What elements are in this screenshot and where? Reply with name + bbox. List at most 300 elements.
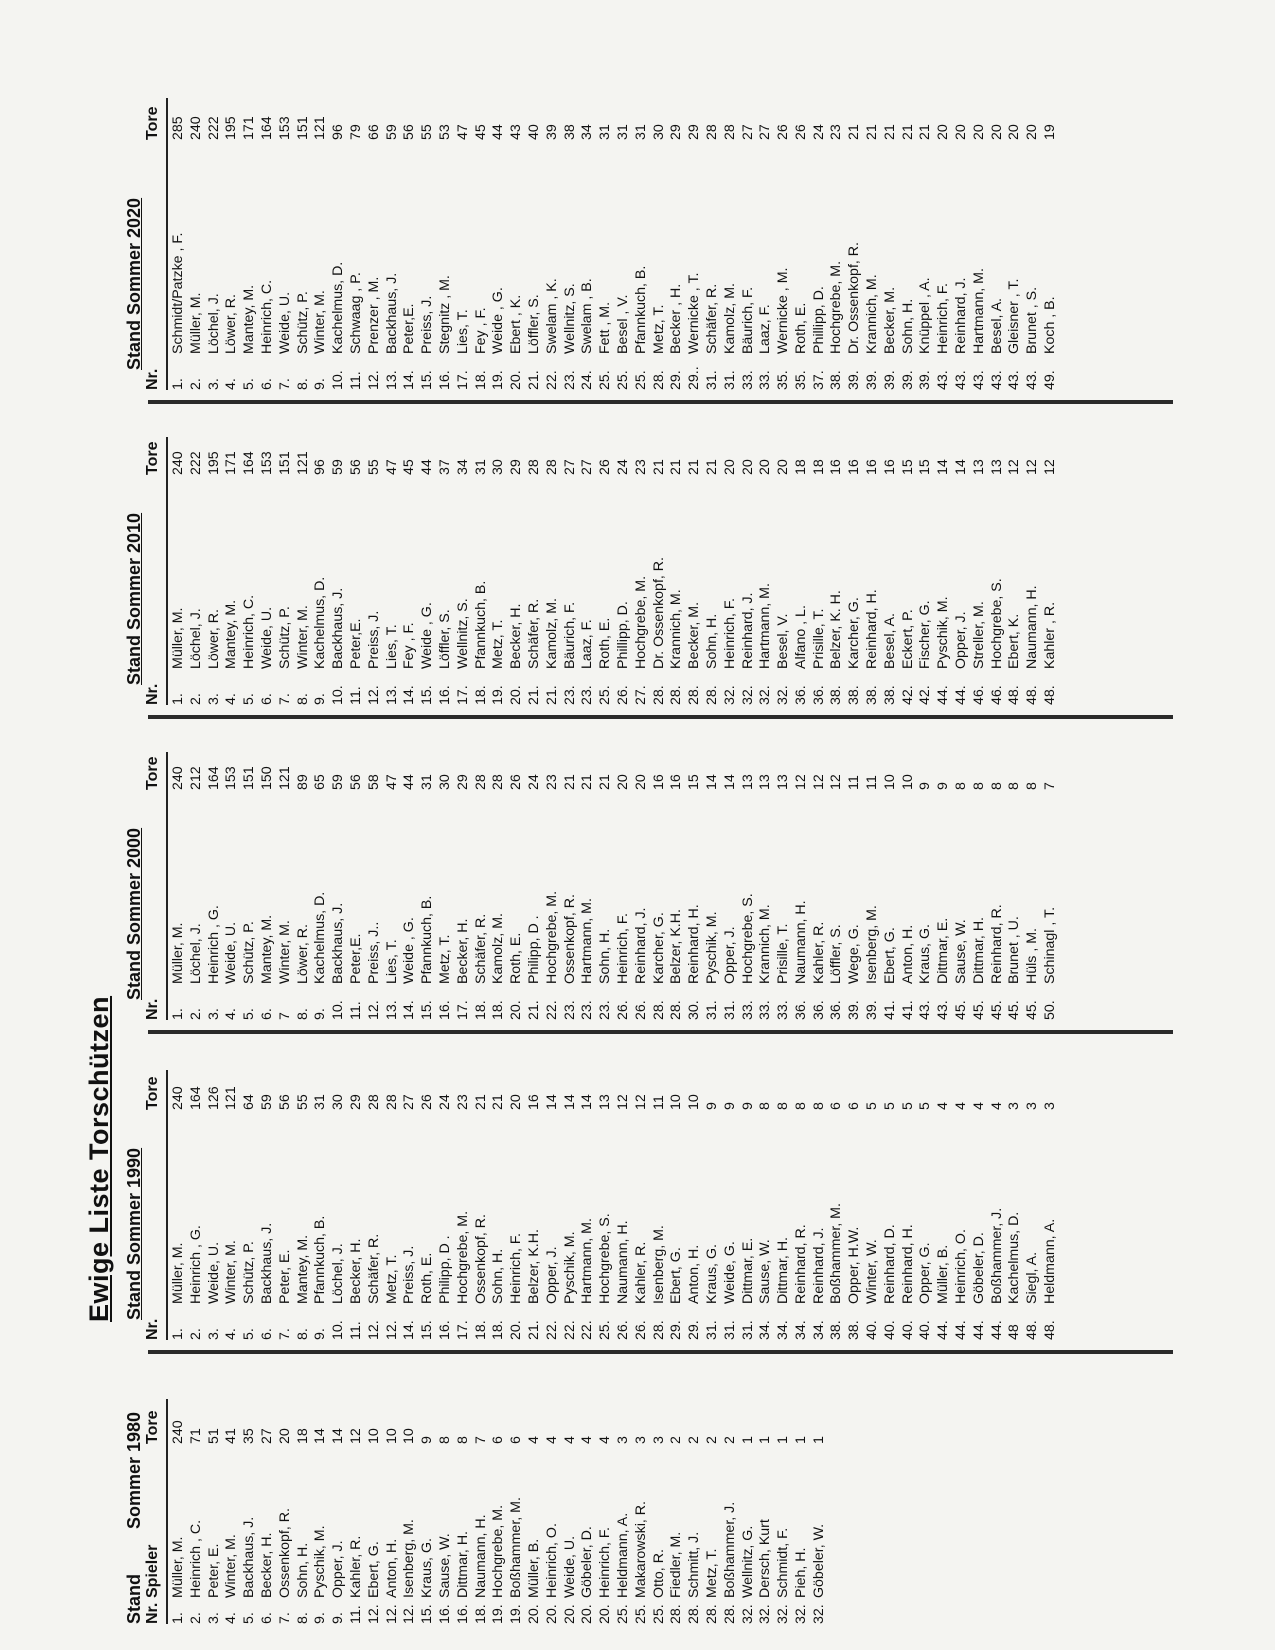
rank-number: 36. (810, 1000, 827, 1020)
rank-number: 26. (614, 1000, 631, 1020)
column-header-goals: Tore (144, 1410, 161, 1444)
goal-count: 240 (187, 116, 204, 140)
player-name: Kraus, G. (419, 1538, 436, 1598)
ranking-list (170, 1070, 1060, 1340)
list-item (562, 752, 580, 1020)
header-rule (166, 437, 168, 705)
goal-count: 9 (721, 1102, 738, 1110)
rank-number: 21. (525, 685, 542, 705)
goal-count: 12 (810, 774, 827, 790)
goal-count: 30 (650, 124, 667, 140)
rank-number: 41. (881, 1000, 898, 1020)
rank-number: 25. (650, 1604, 667, 1624)
player-name: Peter, E. (276, 1249, 293, 1304)
goal-count: 8 (436, 1436, 453, 1444)
list-item (686, 1070, 704, 1340)
list-item (864, 437, 882, 705)
player-name: Heinrich , G. (187, 1225, 204, 1304)
list-item (437, 437, 455, 705)
goal-count: 6 (846, 1102, 863, 1110)
list-item (490, 1399, 508, 1624)
goal-count: 28 (490, 774, 507, 790)
rank-number: 20. (597, 1604, 614, 1624)
player-name: Preiss, J. (419, 295, 436, 354)
goal-count: 164 (187, 1086, 204, 1110)
rank-number: 46. (988, 685, 1005, 705)
rank-number: 5. (241, 693, 258, 705)
list-item (526, 752, 544, 1020)
player-name: Weide , G. (401, 917, 418, 984)
list-item (259, 98, 277, 390)
player-name: Siegl, A. (1024, 1251, 1041, 1304)
goal-count: 8 (988, 782, 1005, 790)
goal-count: 18 (294, 1428, 311, 1444)
list-item (971, 752, 989, 1020)
player-name: Kamolz, M. (721, 283, 738, 354)
player-name: Brunet , S. (1024, 286, 1041, 354)
player-name: Metz, T. (703, 1548, 720, 1598)
player-name: Heldmann, A. (614, 1512, 631, 1598)
list-item (615, 752, 633, 1020)
list-item (295, 437, 313, 705)
list-item (170, 752, 188, 1020)
goal-count: 28 (365, 1094, 382, 1110)
player-name: Sohn, H. (597, 928, 614, 984)
player-name: Winter, M. (276, 920, 293, 984)
goal-count: 26 (419, 1094, 436, 1110)
rank-number: 17. (454, 370, 471, 390)
list-item (170, 1070, 188, 1340)
list-item (686, 98, 704, 390)
list-item (223, 1399, 241, 1624)
rank-number: 19. (490, 685, 507, 705)
goal-count: 126 (205, 1086, 222, 1110)
goal-count: 65 (312, 774, 329, 790)
player-name: Bäurich, F. (561, 601, 578, 669)
section-header (124, 92, 168, 390)
list-item (366, 437, 384, 705)
goal-count: 3 (1006, 1102, 1023, 1110)
player-name: Becker, H. (258, 1532, 275, 1598)
list-item (579, 98, 597, 390)
player-name: Reinhard, H. (686, 904, 703, 984)
list-item (188, 98, 206, 390)
player-name: Backhaus, J. (241, 1516, 258, 1598)
column-header-goals: Tore (144, 756, 161, 790)
player-name: Roth, E. (508, 932, 525, 984)
goal-count: 44 (490, 124, 507, 140)
section-0 (124, 1393, 827, 1624)
list-item (170, 98, 188, 390)
rank-number: 22. (543, 370, 560, 390)
rank-number: 21. (525, 1000, 542, 1020)
rank-number: 41. (899, 1000, 916, 1020)
rank-number: 20. (579, 1604, 596, 1624)
rank-number: 22. (543, 1000, 560, 1020)
goal-count: 21 (668, 459, 685, 475)
player-name: Ossenkopf, R. (472, 1214, 489, 1304)
rank-number: 2. (187, 1008, 204, 1020)
rank-number: 33. (775, 1000, 792, 1020)
rank-number: 45. (988, 1000, 1005, 1020)
list-item (917, 437, 935, 705)
list-item (811, 98, 829, 390)
goal-count: 6 (490, 1436, 507, 1444)
goal-count: 10 (365, 1428, 382, 1444)
player-name: Hochgrebe, S. (988, 578, 1005, 669)
goal-count: 9 (703, 1102, 720, 1110)
list-item (330, 98, 348, 390)
rank-number: 28. (703, 1604, 720, 1624)
rank-number: 7. (276, 693, 293, 705)
rotated-sheet (84, 0, 1199, 1640)
goal-count: 6 (828, 1102, 845, 1110)
goal-count: 27 (561, 459, 578, 475)
list-item (526, 98, 544, 390)
player-name: Heinrich, C. (258, 279, 275, 354)
rank-number: 37. (810, 370, 827, 390)
player-name: Hochgrebe, S. (739, 893, 756, 984)
rank-number: 7. (276, 1328, 293, 1340)
goal-count: 21 (597, 774, 614, 790)
player-name: Reinhard, R. (988, 904, 1005, 984)
player-name: Hochgrebe, M. (543, 890, 560, 984)
column-header-goals: Tore (144, 1076, 161, 1110)
list-item (277, 1399, 295, 1624)
player-name: Schütz, P. (241, 921, 258, 984)
list-item (419, 98, 437, 390)
list-item (330, 437, 348, 705)
player-name: Pfannkuch, B. (419, 895, 436, 984)
rank-number: 18. (490, 1320, 507, 1340)
player-name: Koch , B. (1042, 296, 1059, 354)
player-name: Swelam , B. (579, 278, 596, 354)
player-name: Heinrich, F. (935, 283, 952, 354)
rank-number: 2. (187, 378, 204, 390)
list-item (900, 752, 918, 1020)
player-name: Anton, H. (383, 1538, 400, 1598)
goal-count: 51 (205, 1428, 222, 1444)
player-name: Winter, M. (312, 290, 329, 354)
goal-count: 8 (775, 1102, 792, 1110)
goal-count: 20 (988, 124, 1005, 140)
goal-count: 4 (525, 1436, 542, 1444)
player-name: Heinrich, F. (597, 1527, 614, 1598)
player-name: Becker, M. (686, 601, 703, 669)
goal-count: 14 (721, 774, 738, 790)
list-item (455, 1399, 473, 1624)
goal-count: 14 (953, 459, 970, 475)
goal-count: 20 (775, 459, 792, 475)
goal-count: 41 (223, 1428, 240, 1444)
rank-number: 4. (223, 1008, 240, 1020)
player-name: Boßhammer, J. (721, 1501, 738, 1598)
list-item (206, 1070, 224, 1340)
list-item (526, 1070, 544, 1340)
player-name: Schäfer, R. (525, 598, 542, 669)
list-item (597, 752, 615, 1020)
goal-count: 3 (632, 1436, 649, 1444)
list-item (864, 1070, 882, 1340)
goal-count: 121 (276, 766, 293, 790)
player-name: Backhaus, J. (330, 902, 347, 984)
rank-number: 20. (525, 1604, 542, 1624)
list-item (597, 437, 615, 705)
rank-number: 5. (241, 378, 258, 390)
rank-number: 1. (170, 1612, 186, 1624)
player-name: Reinhard, J. (810, 1227, 827, 1304)
ranking-list (170, 98, 1060, 390)
player-name: Anton, H. (899, 924, 916, 984)
goal-count: 56 (347, 774, 364, 790)
list-item (277, 98, 295, 390)
list-item (757, 1399, 775, 1624)
goal-count: 14 (312, 1428, 329, 1444)
player-name: Fett , M. (597, 301, 614, 354)
goal-count: 11 (864, 775, 881, 790)
player-name: Pfannkuch, B. (312, 1215, 329, 1304)
goal-count: 13 (757, 774, 774, 790)
list-item (935, 752, 953, 1020)
list-item (544, 98, 562, 390)
list-item (1024, 1070, 1042, 1340)
goal-count: 20 (1024, 124, 1041, 140)
player-name: Hochgrebe, M. (490, 1504, 507, 1598)
list-item (419, 1070, 437, 1340)
goal-count: 37 (436, 459, 453, 475)
section-header (124, 1393, 168, 1624)
goal-count: 2 (721, 1436, 738, 1444)
list-item (953, 752, 971, 1020)
player-name: Lies, T. (383, 939, 400, 984)
rank-number: 26. (614, 1320, 631, 1340)
player-name: Metz, T. (436, 934, 453, 984)
player-name: Göbeler, D. (970, 1232, 987, 1304)
list-item (579, 437, 597, 705)
player-name: Löffler, S. (436, 609, 453, 669)
list-item (277, 437, 295, 705)
goal-count: 27 (258, 1428, 275, 1444)
goal-count: 15 (686, 774, 703, 790)
rank-number: 29. (668, 370, 685, 390)
goal-count: 11 (650, 1095, 667, 1110)
list-item (971, 1070, 989, 1340)
goal-count: 71 (187, 1428, 204, 1444)
goal-count: 240 (170, 451, 186, 475)
document-title: Ewige Liste Torschützen (84, 995, 114, 1322)
list-item (615, 98, 633, 390)
list-item (722, 1399, 740, 1624)
player-name: Schinagl , T. (1042, 906, 1059, 984)
rank-number: 8. (294, 1612, 311, 1624)
goal-count: 3 (1042, 1102, 1059, 1110)
list-item (562, 1399, 580, 1624)
rank-number: 26. (632, 1320, 649, 1340)
goal-count: 6 (508, 1436, 525, 1444)
list-item (740, 1070, 758, 1340)
list-item (490, 752, 508, 1020)
goal-count: 8 (792, 1102, 809, 1110)
player-name: Opper, J. (721, 926, 738, 984)
rank-number: 9. (312, 378, 329, 390)
player-name: Müller, M. (170, 1536, 186, 1598)
goal-count: 2 (668, 1436, 685, 1444)
list-item (455, 98, 473, 390)
goal-count: 24 (810, 124, 827, 140)
goal-count: 2 (686, 1436, 703, 1444)
section-title: Stand Sommer 1990 (124, 1147, 144, 1320)
goal-count: 285 (170, 116, 186, 140)
goal-count: 9 (419, 1436, 436, 1444)
player-name: Isenberg, M. (401, 1519, 418, 1598)
goal-count: 13 (988, 459, 1005, 475)
rank-number: 25. (632, 370, 649, 390)
rank-number: 17. (454, 1000, 471, 1020)
rank-number: 36. (810, 685, 827, 705)
goal-count: 21 (917, 124, 934, 140)
player-name: Wernicke , T. (686, 272, 703, 354)
rank-number: 32. (775, 1604, 792, 1624)
player-name: Becker, M. (881, 286, 898, 354)
rank-number: 48. (1024, 685, 1041, 705)
player-name: Boßhammer, J. (988, 1207, 1005, 1304)
rank-number: 43. (935, 370, 952, 390)
rank-number: 48. (1042, 685, 1059, 705)
rank-number: 32. (757, 685, 774, 705)
goal-count: 24 (525, 774, 542, 790)
goal-count: 47 (383, 459, 400, 475)
goal-count: 21 (864, 124, 881, 140)
list-item (651, 98, 669, 390)
section-header (124, 1064, 168, 1340)
player-name: Ebert, G. (365, 1541, 382, 1598)
player-name: Heinrich , G. (205, 905, 222, 984)
goal-count: 8 (1024, 782, 1041, 790)
goal-count: 8 (810, 1102, 827, 1110)
player-name: Ossenkopf, R. (276, 1508, 293, 1598)
player-name: Heldmann, A. (1042, 1218, 1059, 1304)
player-name: Bäurich, F. (739, 286, 756, 354)
player-name: Hartmann, M. (970, 268, 987, 354)
player-name: Hartmann, M. (579, 898, 596, 984)
list-item (206, 752, 224, 1020)
list-item (295, 98, 313, 390)
rank-number: 9. (312, 1612, 329, 1624)
rank-number: 6. (258, 1612, 275, 1624)
goal-count: 44 (401, 774, 418, 790)
goal-count: 14 (543, 1094, 560, 1110)
player-name: Roth, E. (597, 617, 614, 669)
player-name: Philipp, D . (436, 1235, 453, 1304)
goal-count: 58 (365, 774, 382, 790)
rank-number: 36. (828, 1000, 845, 1020)
player-name: Naumann, H. (614, 1220, 631, 1304)
column-header-nr: Nr. (144, 683, 161, 705)
list-item (312, 752, 330, 1020)
rank-number: 9. (330, 1612, 347, 1624)
player-name: Eckert, P. (899, 609, 916, 669)
list-item (330, 752, 348, 1020)
list-item (704, 98, 722, 390)
rank-number: 5. (241, 1328, 258, 1340)
list-item (953, 437, 971, 705)
goal-count: 28 (472, 774, 489, 790)
goal-count: 5 (917, 1102, 934, 1110)
rank-number: 19. (490, 370, 507, 390)
player-name: Müller, M. (187, 292, 204, 354)
rank-number: 22. (579, 1320, 596, 1340)
list-item (366, 98, 384, 390)
goal-count: 27 (401, 1094, 418, 1110)
rank-number: 25. (614, 370, 631, 390)
rank-number: 15. (419, 1320, 436, 1340)
list-item (989, 437, 1007, 705)
rank-number: 12. (365, 1604, 382, 1624)
list-item (811, 437, 829, 705)
goal-count: 55 (365, 459, 382, 475)
goal-count: 164 (258, 116, 275, 140)
rank-number: 46. (970, 685, 987, 705)
rank-number: 6. (258, 1328, 275, 1340)
player-name: Roth, E. (419, 1252, 436, 1304)
goal-count: 12 (1042, 459, 1059, 475)
goal-count: 1 (757, 1436, 774, 1444)
goal-count: 56 (347, 459, 364, 475)
rank-number: 34. (775, 1320, 792, 1340)
rank-number: 38. (846, 1320, 863, 1340)
goal-count: 20 (614, 774, 631, 790)
player-name: Winter, M. (294, 605, 311, 669)
rank-number: 25. (614, 1604, 631, 1624)
goal-count: 96 (330, 124, 347, 140)
goal-count: 18 (810, 459, 827, 475)
list-item (1006, 437, 1024, 705)
list-item (223, 98, 241, 390)
rank-number: 20. (543, 1604, 560, 1624)
rank-number: 32. (757, 1604, 774, 1624)
goal-count: 21 (881, 124, 898, 140)
header-rule (166, 98, 168, 390)
list-item (811, 1070, 829, 1340)
list-item (508, 1070, 526, 1340)
goal-count: 20 (632, 774, 649, 790)
list-item (668, 1399, 686, 1624)
list-item (348, 437, 366, 705)
list-item (455, 752, 473, 1020)
player-name: Besel , V. (614, 294, 631, 354)
rank-number: 43. (917, 1000, 934, 1020)
goal-count: 1 (810, 1436, 827, 1444)
goal-count: 23 (454, 1094, 471, 1110)
rank-number: 6. (258, 1008, 275, 1020)
rank-number: 8. (294, 378, 311, 390)
list-item (597, 1070, 615, 1340)
player-name: Laaz, F. (579, 619, 596, 669)
goal-count: 164 (241, 451, 258, 475)
rank-number: 12. (365, 370, 382, 390)
rank-number: 9. (312, 693, 329, 705)
rank-number: 1. (170, 1328, 186, 1340)
player-name: Löwer, R. (205, 609, 222, 669)
goal-count: 195 (205, 451, 222, 475)
player-name: Kachelmus, D. (312, 576, 329, 669)
list-item (793, 752, 811, 1020)
list-item (900, 1070, 918, 1340)
rank-number: 11. (347, 1321, 364, 1340)
list-item (740, 98, 758, 390)
rank-number: 7. (276, 1612, 293, 1624)
list-item (206, 98, 224, 390)
